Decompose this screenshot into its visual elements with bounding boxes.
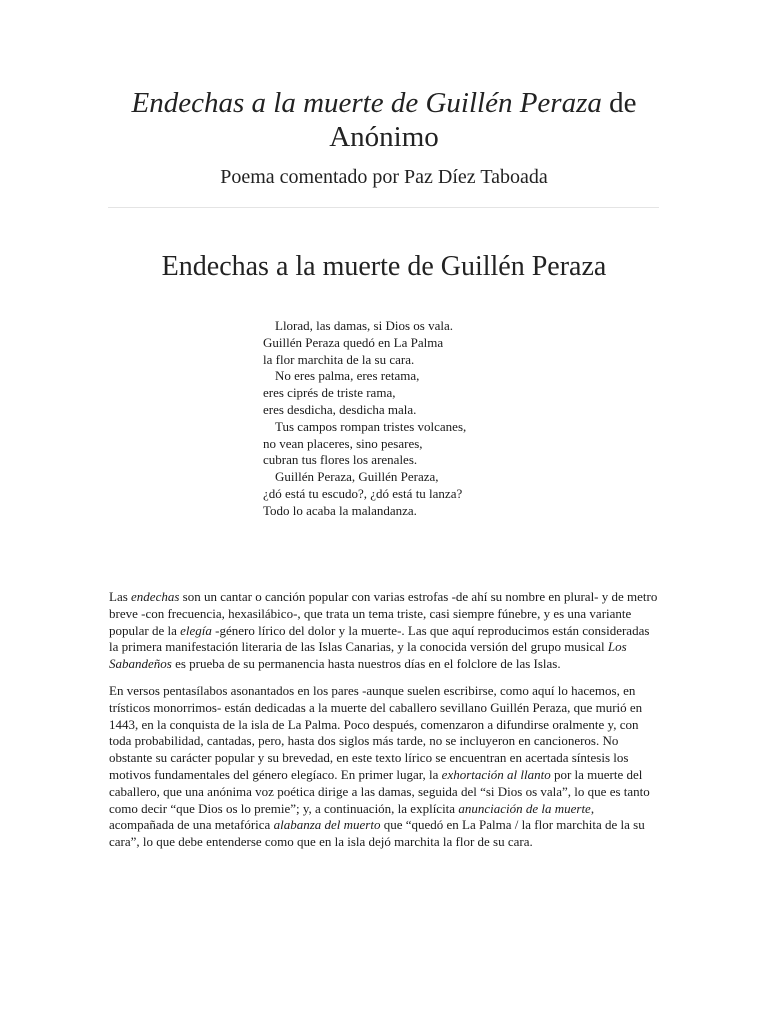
- poem-line: Todo lo acaba la malandanza.: [263, 502, 417, 518]
- page-title-author: de Anónimo: [329, 87, 637, 153]
- poem-line: cubran tus flores los arenales.: [263, 452, 418, 468]
- text-run: son un cantar o canción popular con varias estrofas -de ahí su nombre en plural- y de metro breve -con frecuencia, hexasilábico-, que trata un tema triste, casi siempre fúnebre, y es una variante popular de la: [109, 589, 658, 638]
- emphasis-exhortacion: exhortación al llanto: [441, 766, 551, 782]
- emphasis-elegia: elegía: [180, 622, 212, 638]
- poem-line: No eres palma, eres retama,: [275, 368, 420, 384]
- page-title-poem-name: Endechas a la muerte de Guillén Peraza: [131, 87, 602, 119]
- poem-line: Guillén Peraza quedó en La Palma: [263, 334, 444, 350]
- text-run: , acompañada de una metafórica: [109, 800, 595, 833]
- poem-line: eres ciprés de triste rama,: [263, 385, 396, 401]
- poem-line: Guillén Peraza, Guillén Peraza,: [275, 469, 439, 485]
- emphasis-los-sabandenos: Los Sabandeños: [109, 639, 627, 672]
- poem-line: ¿dó está tu escudo?, ¿dó está tu lanza?: [263, 485, 463, 501]
- page-title: [80, 86, 688, 154]
- text-run: -género lírico del dolor y la muerte-. Las que aquí reproducimos están consideradas la primera manifestación literaria de las Islas Canarias, y la conocida versión del grupo musical: [109, 622, 650, 655]
- text-run: Las: [109, 589, 132, 604]
- text-run: por la muerte del caballero, que una anónima voz poética dirige a las damas, seguida del “si Dios os vala”, lo que es tanto como decir “que Dios os lo premie”; y, a continuación, la explícita: [109, 766, 650, 816]
- emphasis-endechas: endechas: [131, 589, 180, 604]
- poem-line: Llorad, las damas, si Dios os vala.: [275, 318, 453, 333]
- text-run: es prueba de su permanencia hasta nuestros días en el folclore de las Islas.: [171, 656, 561, 672]
- poem-line: eres desdicha, desdicha mala.: [263, 401, 417, 417]
- text-run: que “quedó en La Palma / la flor marchita de la su cara”, lo que debe entenderse como que en la isla dejó marchita la flor de su cara.: [109, 817, 645, 850]
- poem-line: Tus campos rompan tristes volcanes,: [275, 418, 467, 434]
- emphasis-alabanza: alabanza del muerto: [273, 817, 381, 833]
- page-subtitle: Poema comentado por Paz Díez Taboada: [220, 166, 548, 188]
- commentary-paragraph-2: [109, 683, 660, 851]
- poem-title: Endechas a la muerte de Guillén Peraza: [161, 251, 607, 282]
- commentary-body: [109, 589, 660, 861]
- poem-line: no vean placeres, sino pesares,: [263, 435, 423, 451]
- commentary-paragraph-1: [109, 589, 660, 673]
- emphasis-anunciacion: anunciación de la muerte: [458, 800, 591, 816]
- poem-text: [263, 318, 466, 520]
- poem-line: la flor marchita de la su cara.: [263, 351, 415, 367]
- text-run: En versos pentasílabos asonantados en los pares -aunque suelen escribirse, como aquí lo hacemos, en trísticos monorrimos- están dedicadas a la muerte del caballero sevillano Guillén Peraza, que murió en 1443, en la conquista de la isla de La Palma. Poco después, comenzaron a difundirse oralmente y, con toda probabilidad, cantadas, pero, hasta dos siglos más tarde, no se incluyeron en cancioneros. No obstante su carácter popular y su brevedad, en este texto lírico se encuentran en acertada síntesis los motivos fundamentales del género elegíaco. En primer lugar, la: [109, 682, 643, 782]
- header-divider: [108, 207, 659, 208]
